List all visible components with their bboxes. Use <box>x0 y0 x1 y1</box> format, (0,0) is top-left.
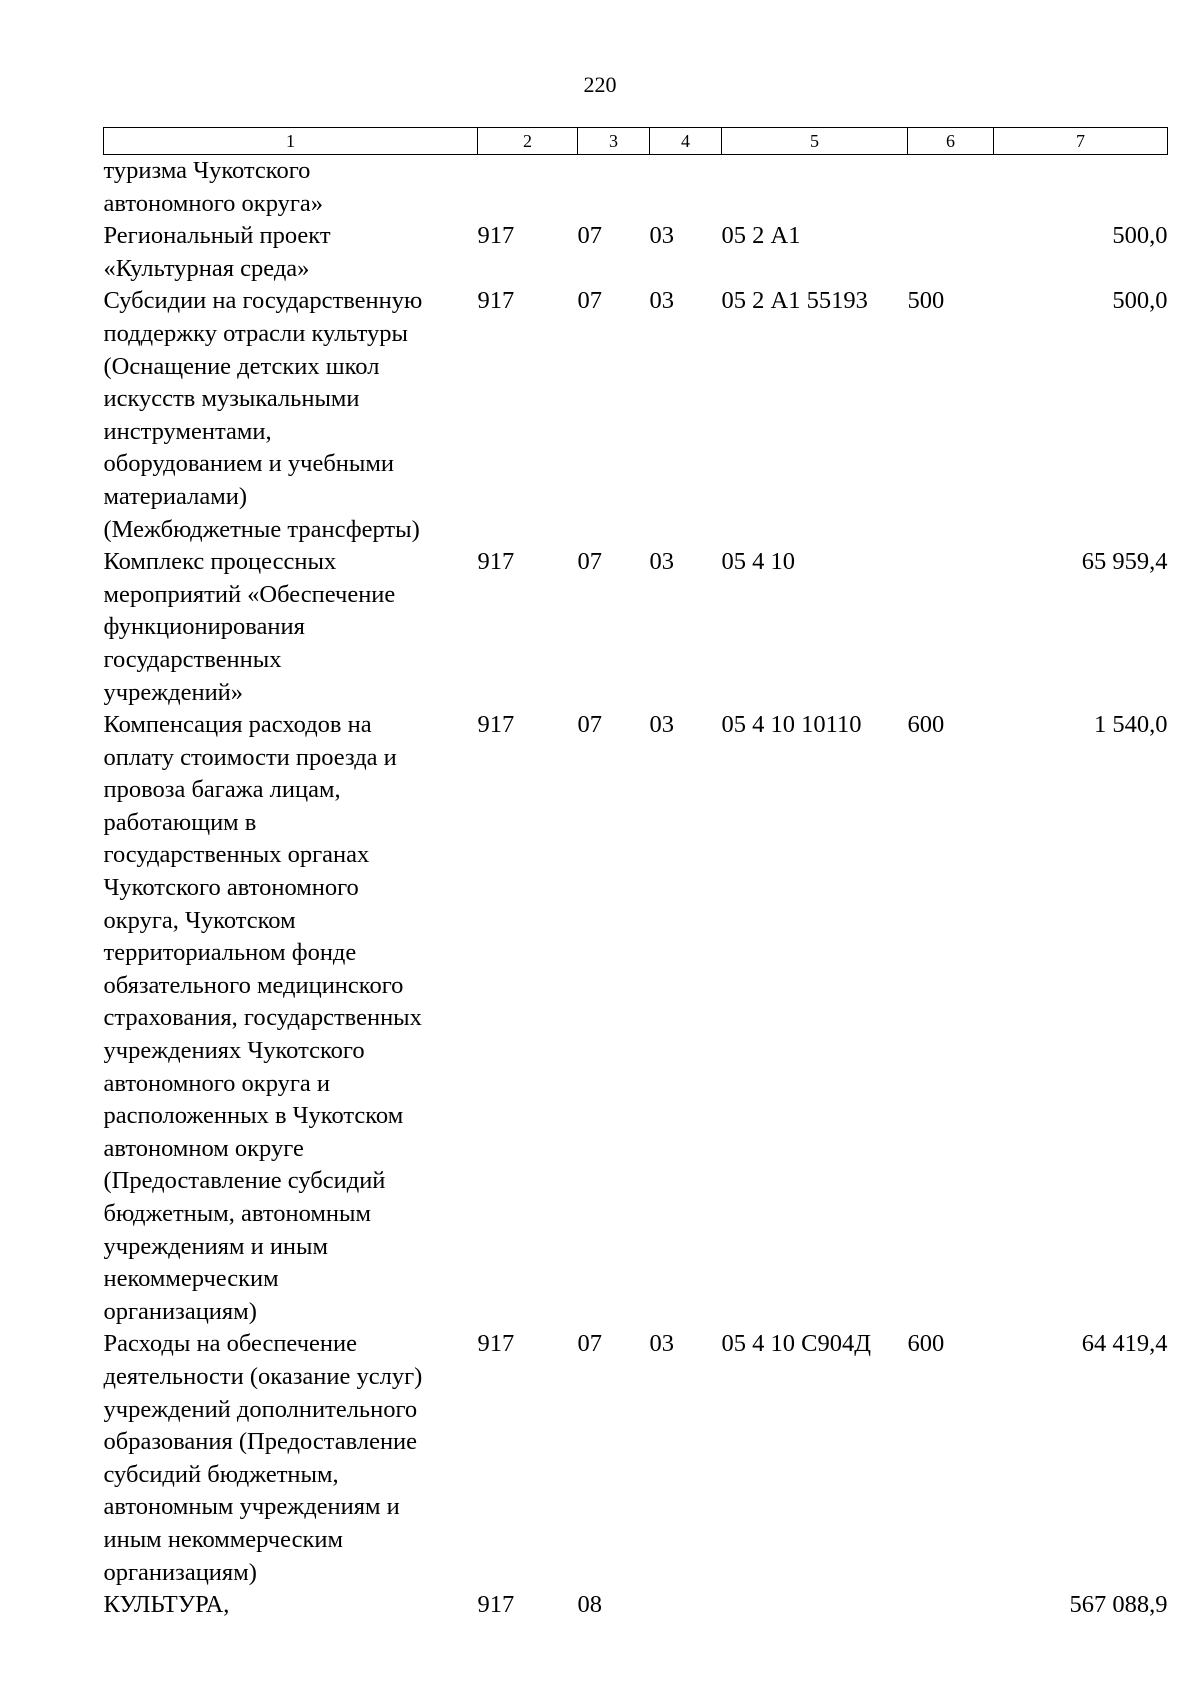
item-name-cell <box>104 546 478 709</box>
amount-cell: 1 540,0 <box>1094 711 1168 739</box>
subsection-cell: 03 <box>649 711 674 739</box>
item-name-line: бюджетным, автономным <box>103 1200 371 1227</box>
item-name-line: расположенных в Чукотском <box>103 1102 404 1130</box>
subsection-cell: 03 <box>649 287 674 315</box>
item-name-line: «Культурная среда» <box>103 254 310 282</box>
item-name-line: работающим в <box>103 808 257 836</box>
section-cell <box>578 155 650 221</box>
subsection-cell <box>650 1589 722 1622</box>
grbs-cell: 917 <box>477 548 515 576</box>
subsection-cell: 03 <box>649 222 674 250</box>
grbs-cell: 917 <box>477 222 515 250</box>
target-article-cell: 05 2 А1 <box>721 222 801 250</box>
item-name-line: субсидий бюджетным, <box>103 1460 339 1488</box>
item-name-cell <box>104 285 478 546</box>
column-header-7: 7 <box>994 128 1168 155</box>
item-name-cell <box>104 220 478 285</box>
expense-type-cell <box>908 546 994 709</box>
item-name-cell <box>104 155 478 221</box>
subsection-cell <box>650 155 722 221</box>
item-name-line: провоза багажа лицам, <box>103 776 341 804</box>
table-row <box>104 1589 1168 1622</box>
expense-type-cell: 500 <box>907 287 945 315</box>
item-name-line: Комплекс процессных <box>103 548 337 576</box>
target-article-cell <box>722 155 908 221</box>
item-name-cell <box>104 709 478 1328</box>
section-cell: 07 <box>577 1330 602 1358</box>
item-name-line: государственных органах <box>103 841 370 869</box>
grbs-cell: 917 <box>477 287 515 315</box>
table-row <box>104 155 1168 221</box>
amount-cell: 500,0 <box>1112 287 1168 315</box>
column-header-5: 5 <box>722 128 908 155</box>
item-name-line: деятельности (оказание услуг) <box>103 1362 423 1390</box>
item-name-line: автономного округа и <box>103 1069 331 1097</box>
target-article-cell: 05 4 10 С904Д <box>721 1330 871 1358</box>
section-cell: 08 <box>577 1591 602 1619</box>
amount-cell: 65 959,4 <box>1081 548 1168 576</box>
page-number: 220 <box>583 72 617 97</box>
expense-type-cell <box>908 220 994 285</box>
item-name-line: Компенсация расходов на <box>103 711 372 739</box>
table-header <box>104 128 1168 155</box>
amount-cell: 567 088,9 <box>1069 1591 1168 1619</box>
grbs-cell <box>478 155 578 221</box>
header-row <box>104 128 1168 155</box>
item-name-line: мероприятий «Обеспечение <box>103 580 396 608</box>
item-name-line: учреждений» <box>103 678 244 706</box>
item-name-line: автономного округа» <box>103 189 324 217</box>
item-name-line: (Межбюджетные трансферты) <box>103 515 420 543</box>
item-name-line: организациям) <box>103 1297 257 1325</box>
expense-type-cell: 600 <box>907 1330 945 1358</box>
item-name-line: учреждениям и иным <box>103 1232 329 1260</box>
item-name-line: Субсидии на государственную <box>103 287 423 315</box>
item-name-line: искусств музыкальными <box>103 385 360 413</box>
item-name-line: иным некоммерческим <box>103 1525 343 1553</box>
item-name-line: оборудованием и учебными <box>103 450 394 478</box>
item-name-line: учреждений дополнительного <box>103 1395 418 1423</box>
item-name-line: автономном округе <box>103 1134 304 1162</box>
item-name-line: туризма Чукотского <box>103 157 311 184</box>
column-header-6: 6 <box>908 128 994 155</box>
item-name-line: оплату стоимости проезда и <box>103 743 397 771</box>
section-cell: 07 <box>577 711 602 739</box>
item-name-line: функционирования <box>103 613 305 641</box>
grbs-cell: 917 <box>477 711 515 739</box>
item-name-cell <box>104 1589 478 1622</box>
column-header-1: 1 <box>104 128 478 155</box>
subsection-cell: 03 <box>649 1330 674 1358</box>
table-body <box>104 155 1168 1622</box>
section-cell: 07 <box>577 222 602 250</box>
item-name-line: автономным учреждениям и <box>103 1493 400 1521</box>
amount-cell: 64 419,4 <box>1081 1330 1168 1358</box>
table-row <box>104 546 1168 709</box>
amount-cell <box>994 155 1168 221</box>
item-name-line: страхования, государственных <box>103 1004 422 1032</box>
item-name-line: поддержку отрасли культуры <box>103 319 409 347</box>
item-name-line: КУЛЬТУРА, <box>103 1591 230 1619</box>
item-name-line: округа, Чукотском <box>103 906 296 934</box>
item-name-line: (Предоставление субсидий <box>103 1167 386 1195</box>
expense-type-cell <box>908 155 994 221</box>
item-name-line: (Оснащение детских школ <box>103 352 380 380</box>
section-cell: 07 <box>577 287 602 315</box>
column-header-4: 4 <box>650 128 722 155</box>
expense-type-cell: 600 <box>907 711 945 739</box>
target-article-cell: 05 2 А1 55193 <box>721 287 868 315</box>
grbs-cell: 917 <box>477 1591 515 1619</box>
section-cell: 07 <box>577 548 602 576</box>
item-name-cell <box>104 1328 478 1589</box>
item-name-line: Чукотского автономного <box>103 874 359 902</box>
item-name-line: организациям) <box>103 1558 257 1586</box>
table-row <box>104 1328 1168 1589</box>
budget-table <box>103 127 1168 1622</box>
column-header-3: 3 <box>578 128 650 155</box>
item-name-line: обязательного медицинского <box>103 971 404 999</box>
item-name-line: материалами) <box>103 482 247 510</box>
item-name-line: государственных <box>103 645 282 673</box>
item-name-line: некоммерческим <box>103 1265 279 1293</box>
subsection-cell: 03 <box>649 548 674 576</box>
target-article-cell: 05 4 10 <box>721 548 795 576</box>
target-article-cell: 05 4 10 10110 <box>721 711 862 739</box>
table-row <box>104 709 1168 1328</box>
amount-cell: 500,0 <box>1112 222 1168 250</box>
item-name-line: инструментами, <box>103 417 272 445</box>
grbs-cell: 917 <box>477 1330 515 1358</box>
item-name-line: учреждениях Чукотского <box>103 1037 365 1065</box>
item-name-line: Расходы на обеспечение <box>103 1330 357 1358</box>
item-name-line: образования (Предоставление <box>103 1428 418 1456</box>
expense-type-cell <box>908 1589 994 1622</box>
table-row <box>104 220 1168 285</box>
target-article-cell <box>722 1589 908 1622</box>
column-header-2: 2 <box>478 128 578 155</box>
item-name-line: территориальном фонде <box>103 939 357 967</box>
item-name-line: Региональный проект <box>103 222 331 250</box>
table-row <box>104 285 1168 546</box>
